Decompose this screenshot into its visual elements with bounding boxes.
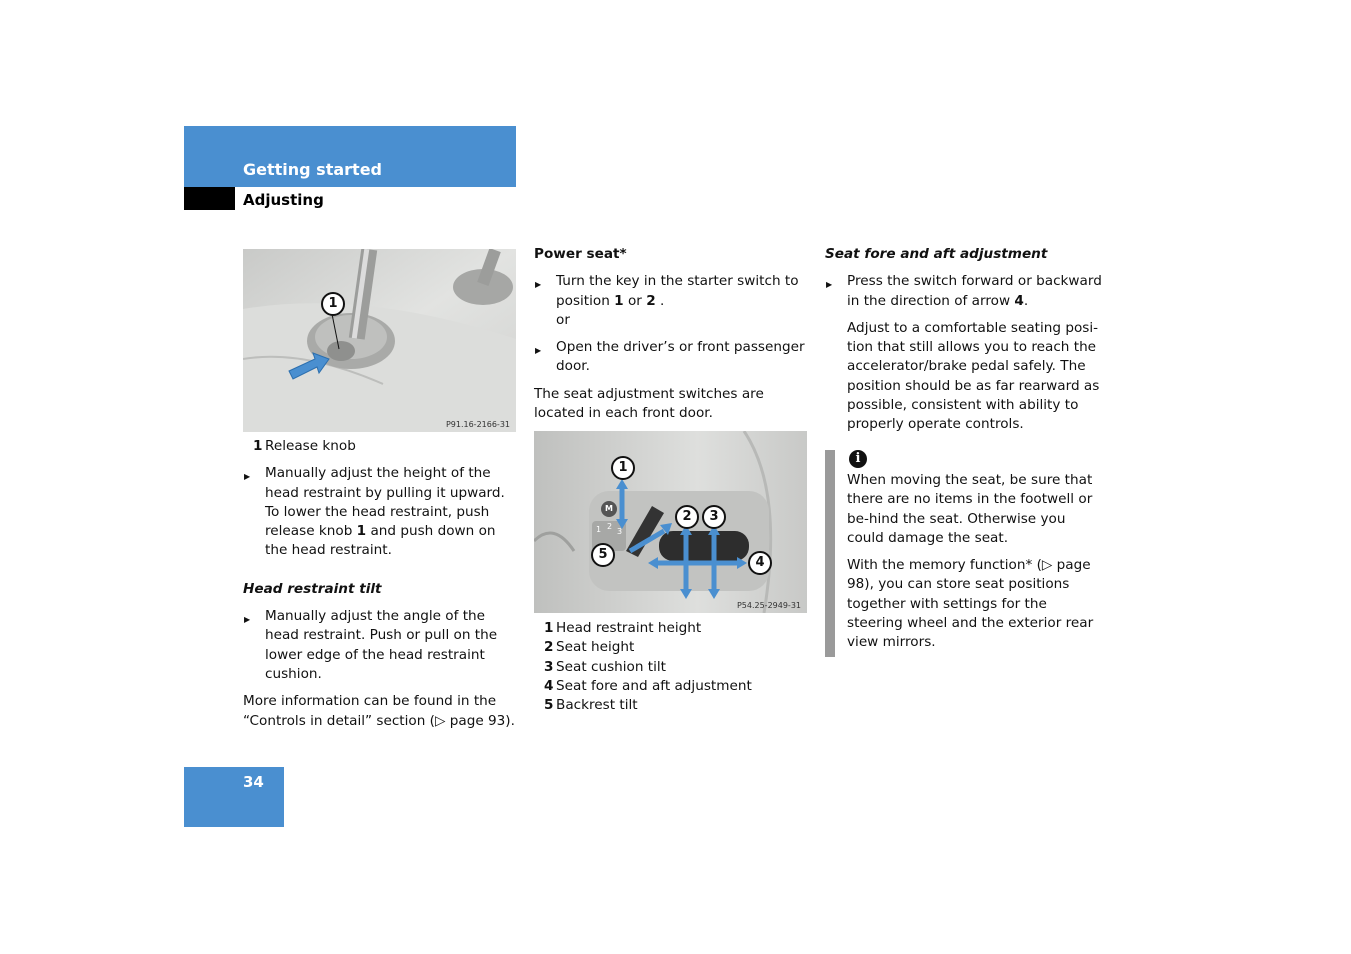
image-code: P54.25-2949-31 (736, 601, 801, 610)
memory-preset-mark: 1 (596, 525, 602, 534)
memory-preset-mark: 3 (617, 527, 623, 536)
legend-item: 4 Seat fore and aft adjustment (544, 677, 752, 694)
more-info-paragraph: More information can be found in the “Controls in detail” section (▷ page 93). (243, 693, 515, 729)
info-warning-text: When moving the seat, be sure that there are no items in the footwell or be-hind the seat. Otherwise you could damage the seat. (847, 472, 1093, 546)
middle-legend (534, 619, 809, 715)
instruction-bullet: ▶ Turn the key in the starter switch to position 1 or 2 . or (534, 272, 809, 330)
image-callout-2: 2 (675, 505, 699, 529)
memory-preset-mark: 2 (607, 522, 613, 531)
instruction-bullet: ▶ Open the driver’s or front passenger door. (534, 338, 809, 377)
middle-column (534, 245, 809, 423)
info-box-bar (825, 450, 835, 657)
head-restraint-image (243, 249, 516, 432)
seat-switch-illustration (534, 431, 807, 613)
legend-item: 5 Backrest tilt (544, 697, 638, 714)
seat-switch-image (534, 431, 807, 613)
image-callout-4: 4 (748, 551, 772, 575)
subsection-marker (184, 187, 235, 210)
info-box (847, 471, 1103, 653)
image-callout-1: 1 (611, 456, 635, 480)
right-column (825, 245, 1103, 435)
image-callout-3: 3 (702, 505, 726, 529)
legend-item: 1 Release knob (253, 438, 356, 454)
memory-button-mark: M (605, 504, 613, 513)
image-code: P91.16-2166-31 (445, 420, 510, 429)
instruction-bullet: ▶ Press the switch forward or backward in the direction of arrow 4. (825, 272, 1103, 311)
power-seat-heading: Power seat* (534, 246, 627, 262)
image-callout-5: 5 (591, 543, 615, 567)
info-icon: i (849, 450, 867, 468)
subheading-tilt: Head restraint tilt (243, 580, 382, 597)
head-restraint-illustration (243, 249, 516, 432)
page-number: 34 (243, 773, 264, 791)
fore-aft-heading: Seat fore and aft adjustment (825, 246, 1048, 262)
instruction-bullet: ▶ Manually adjust the height of the head restraint by pulling it upward. To lower the head restraint, push release knob 1 and push down on the head restraint. (243, 464, 518, 560)
legend-item: 2 Seat height (544, 639, 635, 656)
left-column (243, 437, 518, 731)
seating-position-paragraph: Adjust to a comfortable seating posi-tion that still allows you to reach the accelerator/brake pedal safely. The position should be as far rearward as possible, consistent with ability to properly operate controls. (847, 319, 1100, 433)
legend-item: 1 Head restraint height (544, 620, 702, 636)
switch-location-paragraph: The seat adjustment switches are located in each front door. (534, 385, 764, 422)
info-memory-text: With the memory function* (▷ page 98), you can store seat positions together with settings for the steering wheel and the exterior rear view mirrors. (847, 557, 1094, 651)
section-title: Getting started (243, 160, 382, 179)
instruction-bullet: ▶ Manually adjust the angle of the head restraint. Push or pull on the lower edge of the head restraint cushion. (243, 607, 518, 684)
image-callout-1: 1 (321, 292, 345, 316)
page-number-box (184, 767, 284, 827)
subsection-title: Adjusting (243, 191, 324, 209)
legend-item: 3 Seat cushion tilt (544, 658, 667, 675)
